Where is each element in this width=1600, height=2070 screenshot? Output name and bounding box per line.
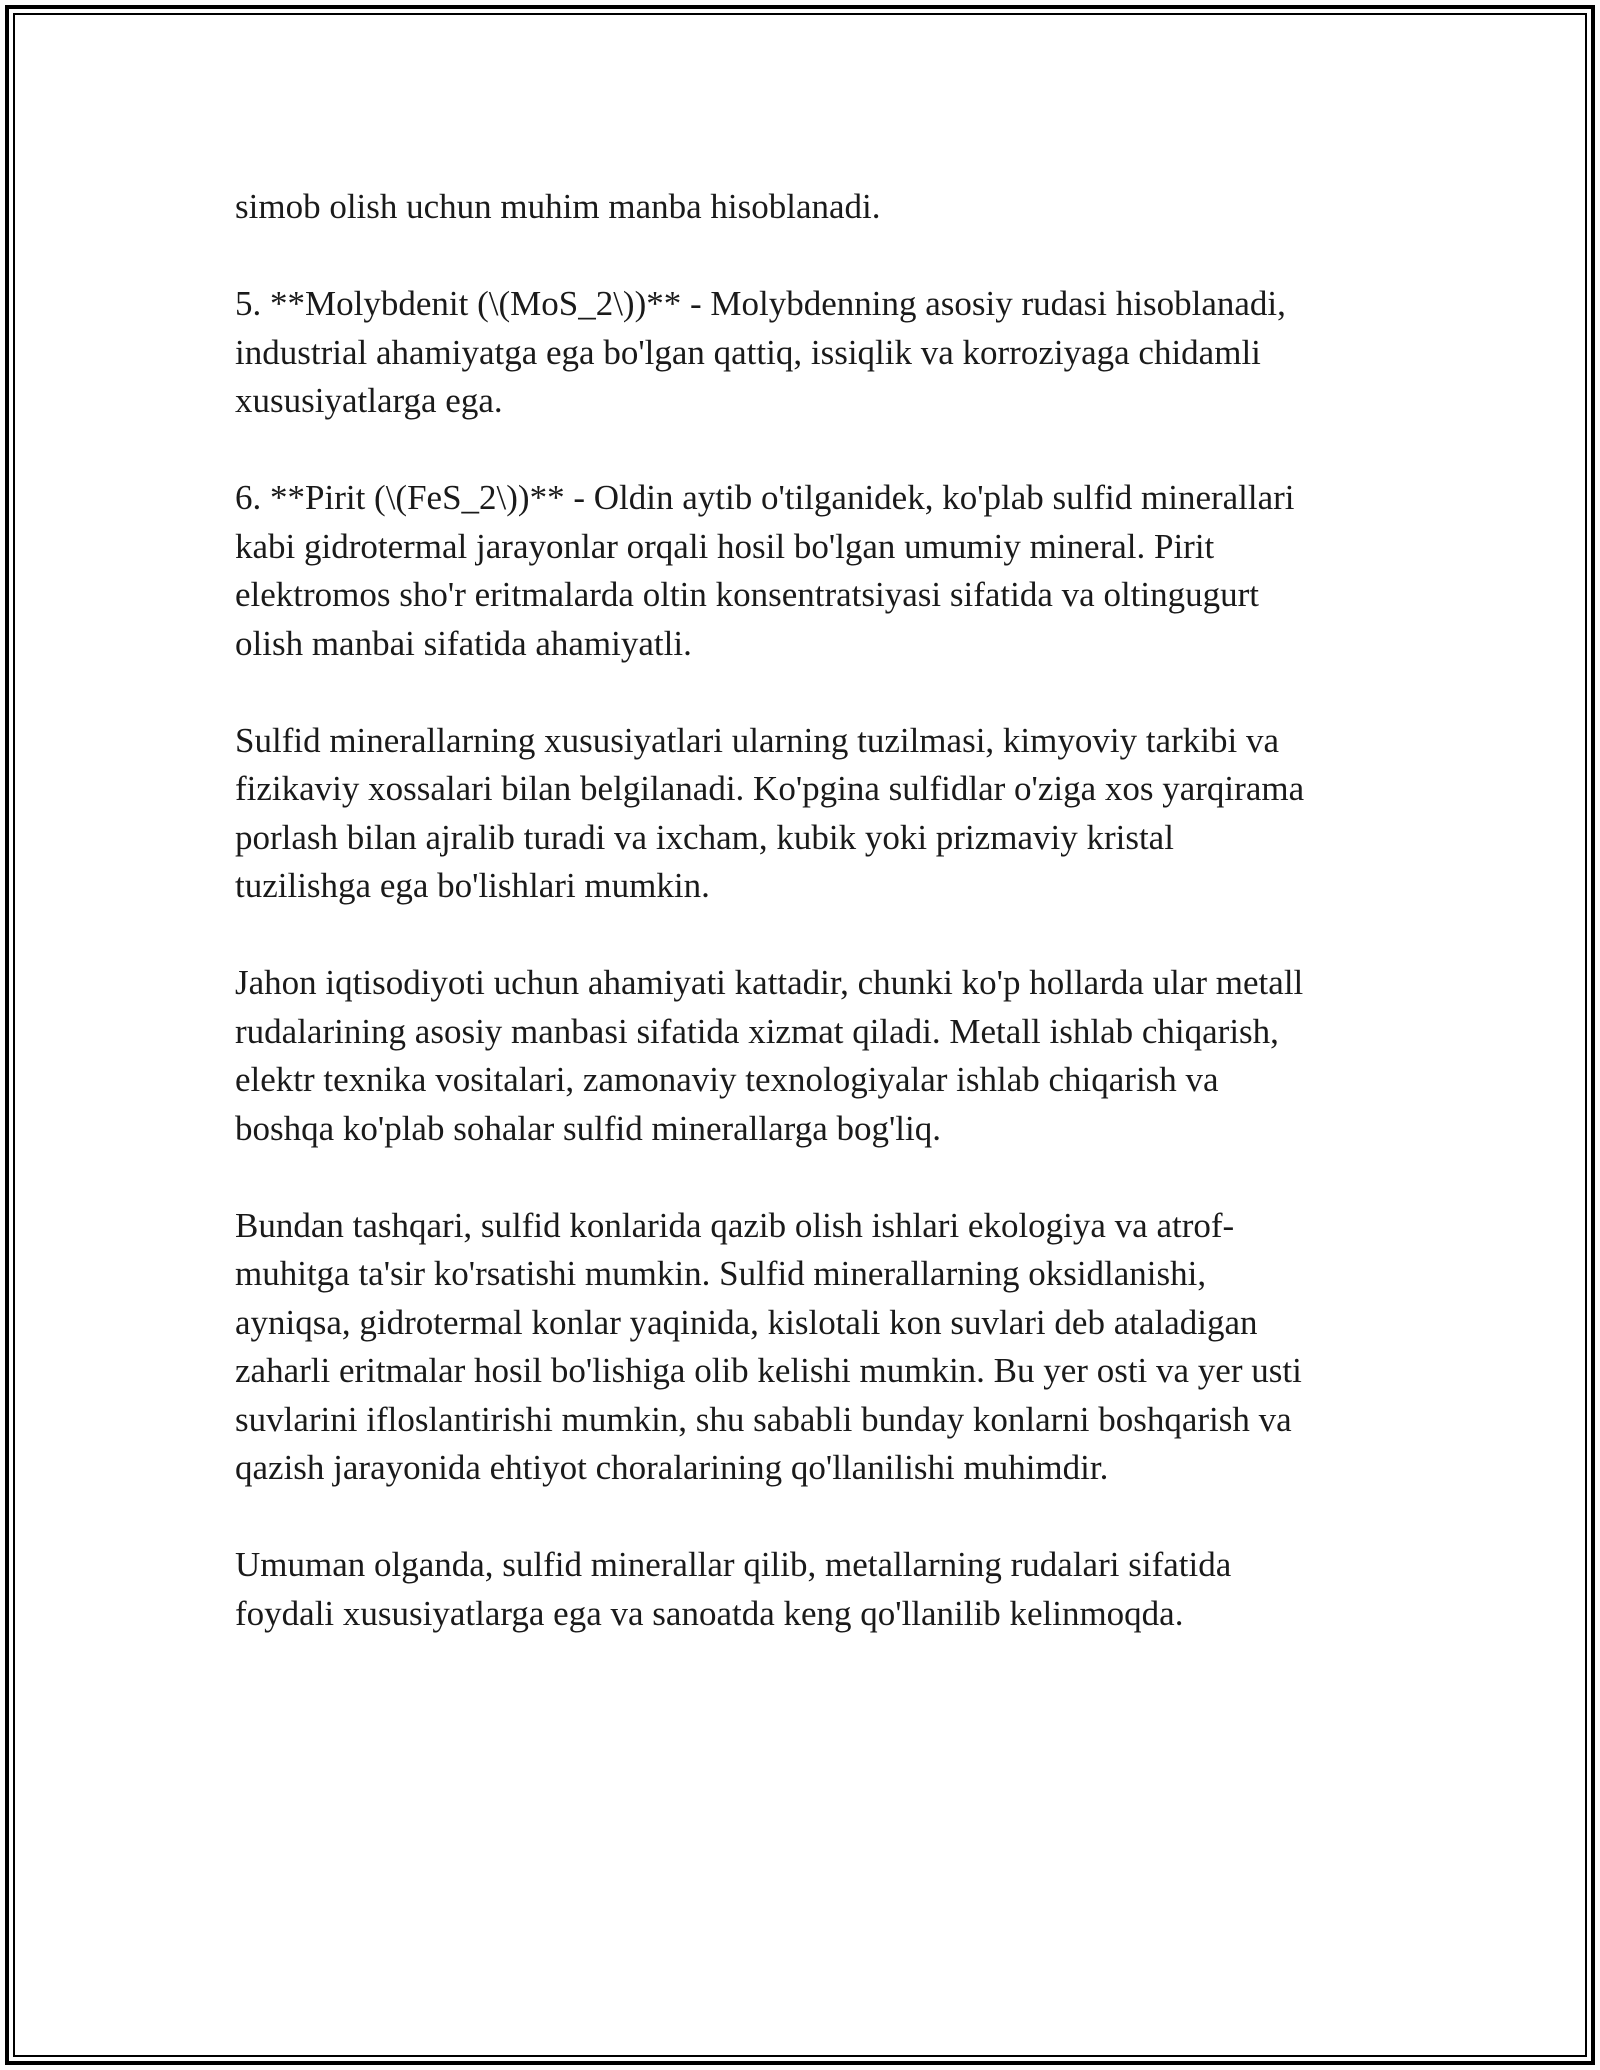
paragraph-mercury-source: simob olish uchun muhim manba hisoblanadi.: [235, 187, 881, 226]
paragraph-economic-importance: Jahon iqtisodiyoti uchun ahamiyati kattadir, chunki ko'p hollarda ular metall rudalarining asosiy manbasi sifatida xizmat qiladi. Metall ishlab chiqarish, elektr texnika vositalari, zamonaviy texnologiyalar ishlab chiqarish va boshqa ko'plab sohalar sulfid minerallarga bog'liq.: [235, 963, 1304, 1148]
paragraph-molybdenite: 5. **Molybdenit (\(MoS_2\))** - Molybdenning asosiy rudasi hisoblanadi, industrial ahamiyatga ega bo'lgan qattiq, issiqlik va korroziyaga chidamli xususiyatlarga ega.: [235, 284, 1286, 420]
paragraph-conclusion: Umuman olganda, sulfid minerallar qilib, metallarning rudalari sifatida foydali xususiyatlarga ega va sanoatda keng qo'llanilib kelinmoqda.: [235, 1545, 1232, 1633]
document-body: [235, 183, 1365, 1638]
paragraph-environmental-impact: Bundan tashqari, sulfid konlarida qazib olish ishlari ekologiya va atrof- muhitga ta'sir ko'rsatishi mumkin. Sulfid minerallarning oksidlanishi, ayniqsa, gidrotermal konlar yaqinida, kislotali kon suvlari deb ataladigan zaharli eritmalar hosil bo'lishiga olib kelishi mumkin. Bu yer osti va yer usti suvlarini ifloslantirishi mumkin, shu sababli bunday konlarni boshqarish va qazish jarayonida ehtiyot choralarining qo'llanilishi muhimdir.: [235, 1205, 1302, 1487]
paragraph-pyrite: 6. **Pirit (\(FeS_2\))** - Oldin aytib o'tilganidek, ko'plab sulfid minerallari kabi gidrotermal jarayonlar orqali hosil bo'lgan umumiy mineral. Pirit elektromos sho'r eritmalarda oltin konsentratsiyasi sifatida va oltingugurt olish manbai sifatida ahamiyatli.: [235, 478, 1295, 663]
paragraph-sulfide-properties: Sulfid minerallarning xususiyatlari ularning tuzilmasi, kimyoviy tarkibi va fizikaviy xossalari bilan belgilanadi. Ko'pgina sulfidlar o'ziga xos yarqirama porlash bilan ajralib turadi va ixcham, kubik yoki prizmaviy kristal tuzilishga ega bo'lishlari mumkin.: [235, 720, 1305, 905]
